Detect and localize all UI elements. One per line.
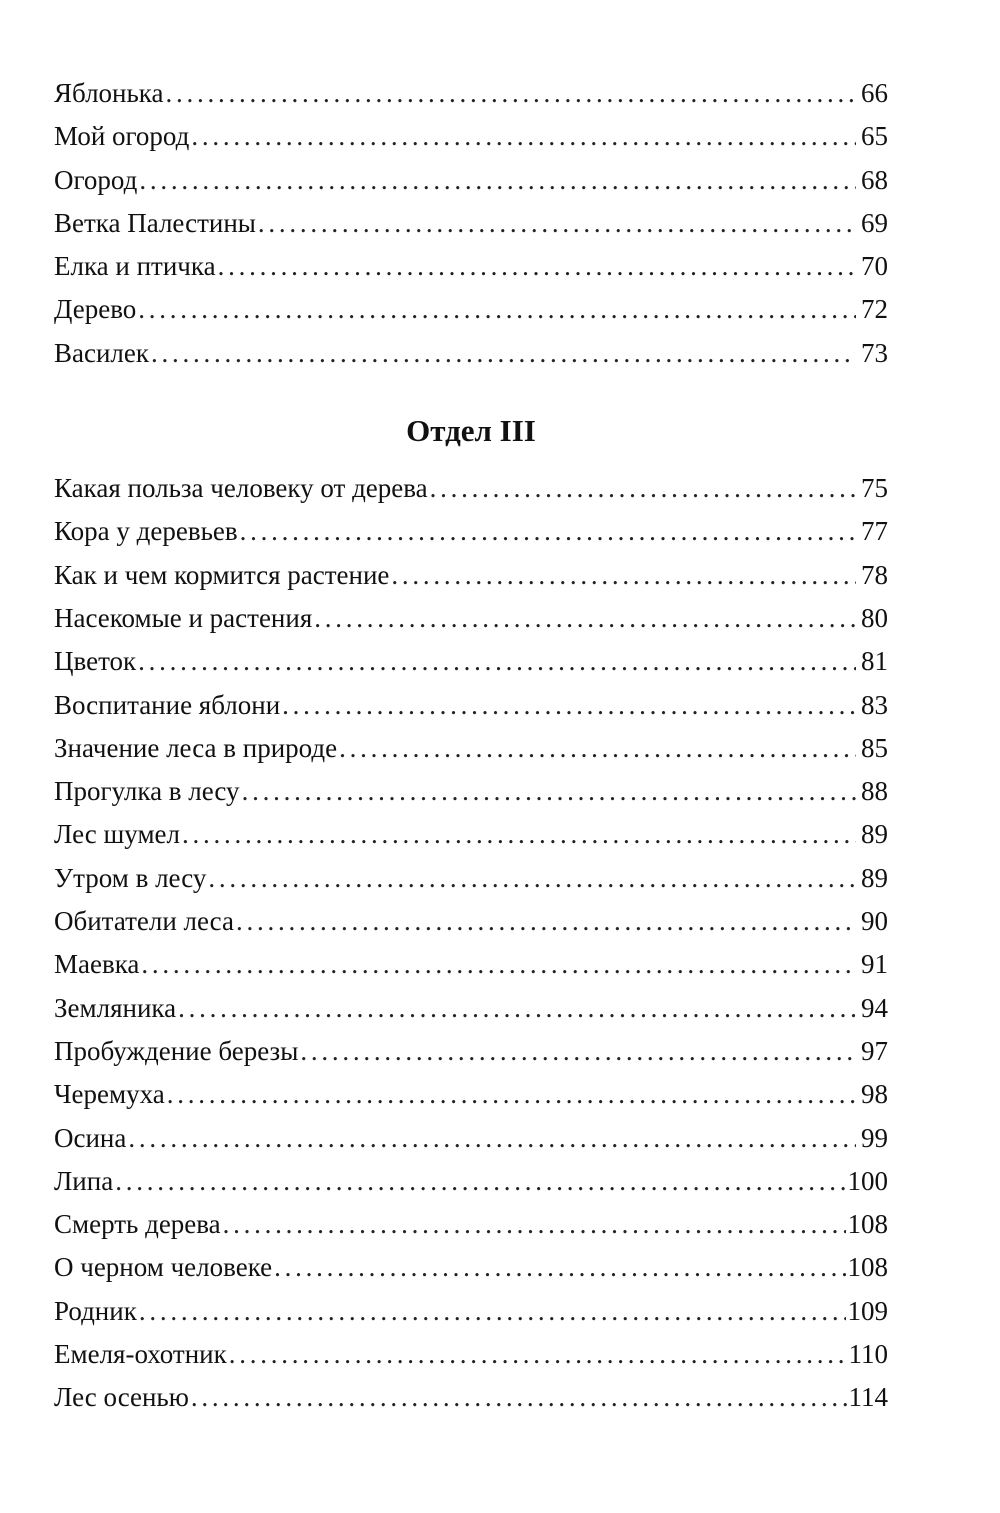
dot-leader — [258, 202, 856, 245]
dot-leader — [274, 1246, 845, 1289]
toc-entry[interactable] — [54, 1160, 888, 1203]
toc-entry[interactable] — [54, 1117, 888, 1160]
dot-leader — [151, 332, 856, 375]
toc-entry-page: 77 — [861, 516, 888, 547]
dot-leader — [391, 554, 856, 597]
toc-entry-title: Цветок — [54, 646, 137, 677]
toc-entry-title: Липа — [54, 1165, 114, 1196]
toc-entry-title: Прогулка в лесу — [54, 776, 240, 807]
toc-entry-page: 72 — [861, 294, 888, 325]
toc-entry-page: 100 — [847, 1165, 888, 1196]
toc-entry-title: Мой огород — [54, 121, 190, 152]
toc-entry-title: Родник — [54, 1295, 137, 1326]
dot-leader — [139, 159, 856, 202]
toc-entry-title: Смерть дерева — [54, 1209, 221, 1240]
toc-entry[interactable] — [54, 159, 888, 202]
toc-entry[interactable] — [54, 857, 888, 900]
dot-leader — [166, 72, 856, 115]
toc-entry-page: 81 — [861, 646, 888, 677]
toc-entry[interactable] — [54, 1333, 888, 1376]
toc-entry-title: Огород — [54, 164, 138, 195]
toc-entry-page: 114 — [848, 1382, 888, 1413]
dot-leader — [430, 467, 856, 510]
dot-leader — [208, 857, 856, 900]
toc-entry-title: Елка и птичка — [54, 251, 216, 282]
toc-entry-title: Лес шумел — [54, 819, 180, 850]
toc-entry-title: Земляника — [54, 992, 177, 1023]
toc-entry[interactable] — [54, 813, 888, 856]
dot-leader — [314, 597, 856, 640]
toc-entry-title: Емеля-охотник — [54, 1339, 227, 1370]
dot-leader — [182, 813, 856, 856]
dot-leader — [138, 288, 856, 331]
toc-entry-title: Воспитание яблони — [54, 689, 281, 720]
toc-entry-page: 83 — [861, 689, 888, 720]
toc-entry[interactable] — [54, 943, 888, 986]
dot-leader — [167, 1073, 856, 1116]
toc-entry-page: 70 — [861, 251, 888, 282]
toc-entry[interactable] — [54, 245, 888, 288]
toc-entry-title: Черемуха — [54, 1079, 165, 1110]
toc-entry-title: Василек — [54, 337, 150, 368]
toc-entry[interactable] — [54, 727, 888, 770]
toc-entry-page: 85 — [861, 732, 888, 763]
dot-leader — [282, 684, 856, 727]
toc-entry[interactable] — [54, 1073, 888, 1116]
toc-entry[interactable] — [54, 202, 888, 245]
toc-entry[interactable] — [54, 987, 888, 1030]
toc-list-section-2 — [54, 72, 888, 375]
dot-leader — [141, 943, 856, 986]
toc-entry[interactable] — [54, 1376, 888, 1419]
dot-leader — [339, 727, 856, 770]
toc-entry[interactable] — [54, 288, 888, 331]
toc-entry-page: 68 — [861, 164, 888, 195]
toc-entry[interactable] — [54, 900, 888, 943]
toc-entry-page: 97 — [861, 1035, 888, 1066]
toc-entry-title: Дерево — [54, 294, 137, 325]
dot-leader — [138, 640, 856, 683]
section-heading: Отдел III — [406, 413, 536, 449]
toc-entry-title: О черном человеке — [54, 1252, 273, 1283]
toc-entry-title: Осина — [54, 1122, 127, 1153]
dot-leader — [240, 510, 856, 553]
toc-entry-page: 89 — [861, 862, 888, 893]
dot-leader — [218, 245, 856, 288]
dot-leader — [128, 1117, 856, 1160]
toc-entry[interactable] — [54, 1290, 888, 1333]
toc-entry-page: 99 — [861, 1122, 888, 1153]
toc-entry-page: 78 — [861, 559, 888, 590]
dot-leader — [191, 1376, 847, 1419]
toc-entry-page: 91 — [861, 949, 888, 980]
dot-leader — [300, 1030, 856, 1073]
dot-leader — [229, 1333, 847, 1376]
dot-leader — [223, 1203, 846, 1246]
toc-entry[interactable] — [54, 684, 888, 727]
dot-leader — [115, 1160, 845, 1203]
toc-entry-page: 108 — [847, 1252, 888, 1283]
toc-entry-title: Пробуждение березы — [54, 1035, 299, 1066]
toc-list-section-3 — [54, 467, 888, 1420]
toc-entry-page: 73 — [861, 337, 888, 368]
toc-entry-title: Насекомые и растения — [54, 602, 313, 633]
toc-entry-page: 108 — [847, 1209, 888, 1240]
toc-entry[interactable] — [54, 554, 888, 597]
toc-entry-page: 80 — [861, 602, 888, 633]
toc-entry[interactable] — [54, 640, 888, 683]
toc-entry-page: 98 — [861, 1079, 888, 1110]
toc-entry-title: Кора у деревьев — [54, 516, 238, 547]
toc-entry-page: 110 — [848, 1339, 888, 1370]
dot-leader — [242, 770, 856, 813]
toc-entry-page: 89 — [861, 819, 888, 850]
toc-entry-title: Яблонька — [54, 78, 164, 108]
toc-entry-page: 69 — [861, 207, 888, 238]
toc-entry[interactable] — [54, 1203, 888, 1246]
toc-entry-title: Ветка Палестины — [54, 207, 256, 238]
toc-entry[interactable] — [54, 1246, 888, 1289]
toc-entry[interactable] — [54, 770, 888, 813]
toc-entry[interactable] — [54, 72, 888, 115]
dot-leader — [139, 1290, 846, 1333]
dot-leader — [236, 900, 856, 943]
table-of-contents-page — [54, 72, 888, 1420]
dot-leader — [191, 115, 856, 158]
toc-entry-title: Лес осенью — [54, 1382, 189, 1413]
toc-entry-title: Обитатели леса — [54, 906, 234, 937]
toc-entry-page: 109 — [847, 1295, 888, 1326]
toc-entry-title: Какая польза человеку от дерева — [54, 473, 428, 504]
toc-entry-title: Значение леса в природе — [54, 732, 338, 763]
toc-entry-title: Утром в лесу — [54, 862, 207, 893]
toc-entry-page: 90 — [861, 906, 888, 937]
toc-entry[interactable] — [54, 597, 888, 640]
dot-leader — [178, 987, 856, 1030]
toc-entry[interactable] — [54, 1030, 888, 1073]
toc-entry-title: Маевка — [54, 949, 140, 980]
toc-entry[interactable] — [54, 332, 888, 375]
toc-entry-page: 65 — [861, 121, 888, 152]
toc-entry-page: 88 — [861, 776, 888, 807]
toc-entry[interactable] — [54, 467, 888, 510]
toc-entry-title: Как и чем кормится растение — [54, 559, 390, 590]
toc-entry[interactable] — [54, 115, 888, 158]
toc-entry[interactable] — [54, 510, 888, 553]
toc-entry-page: 94 — [861, 992, 888, 1023]
toc-entry-page: 66 — [861, 78, 888, 108]
toc-entry-page: 75 — [861, 473, 888, 504]
